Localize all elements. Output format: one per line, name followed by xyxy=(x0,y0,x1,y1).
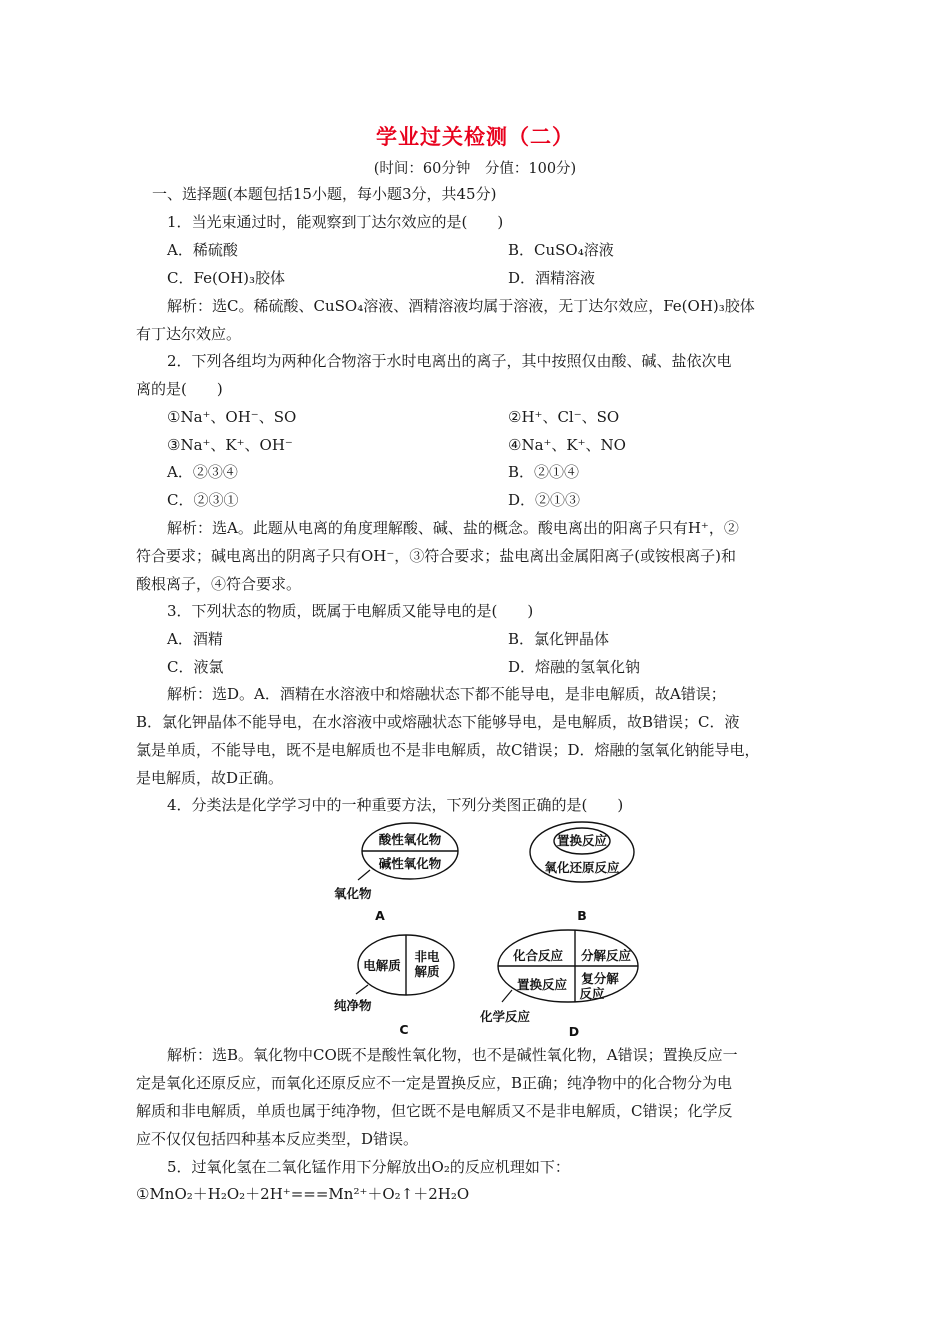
classification-diagrams xyxy=(330,818,660,1040)
q3-option-b: B．氯化钾晶体 xyxy=(508,630,610,648)
diagram-d-br-label-1: 复分解 xyxy=(581,971,619,986)
diagram-c-left-label: 电解质 xyxy=(363,958,401,973)
diagram-d-bl-label: 置换反应 xyxy=(516,977,568,992)
diagram-d-tl-label: 化合反应 xyxy=(512,948,564,963)
diagram-d-letter: D xyxy=(568,1024,580,1039)
q5-equation-1: ①MnO₂＋H₂O₂＋2H⁺===Mn²⁺＋O₂↑＋2H₂O xyxy=(136,1185,470,1203)
diagram-a-bottom-label: 碱性氧化物 xyxy=(378,856,442,871)
q2-option-c: C．②③① xyxy=(167,491,239,509)
diagram-c-right-label-2: 解质 xyxy=(414,964,440,979)
q1-explanation: 解析：选C。稀硫酸、CuSO₄溶液、酒精溶液均属于溶液，无丁达尔效应，Fe(OH)₃胶体 xyxy=(167,297,755,315)
diagram-b xyxy=(530,822,634,923)
q1-option-d: D．酒精溶液 xyxy=(508,269,596,287)
q2-item-4: ④Na⁺、K⁺、NO xyxy=(508,436,626,454)
diagram-b-outer-label: 氧化还原反应 xyxy=(544,860,620,875)
q2-option-a: A．②③④ xyxy=(167,463,238,481)
q2-item-1: ①Na⁺、OH⁻、SO xyxy=(167,408,297,426)
diagram-d-br-label-2: 反应 xyxy=(579,986,605,1001)
q2-explanation: 解析：选A。此题从电离的角度理解酸、碱、盐的概念。酸电离出的阳离子只有H⁺，② xyxy=(167,519,739,537)
diagram-d-tr-label: 分解反应 xyxy=(580,948,632,963)
q4-explanation: 解析：选B。氧化物中CO既不是酸性氧化物，也不是碱性氧化物，A错误；置换反应一 xyxy=(167,1046,738,1064)
q2-stem-cont: 离的是( ) xyxy=(136,380,223,398)
q2-option-d: D．②①③ xyxy=(508,491,581,509)
q2-option-b: B．②①④ xyxy=(508,463,580,481)
diagram-c-letter: C xyxy=(399,1022,409,1037)
diagram-d xyxy=(479,930,638,1039)
q2-item-2: ②H⁺、Cl⁻、SO xyxy=(508,408,620,426)
page-title: 学业过关检测（二） xyxy=(376,125,574,149)
q3-stem: 3．下列状态的物质，既属于电解质又能导电的是( ) xyxy=(167,602,534,620)
q4-stem: 4．分类法是化学学习中的一种重要方法，下列分类图正确的是( ) xyxy=(167,796,624,814)
q2-explanation-cont-2: 酸根离子，④符合要求。 xyxy=(136,575,302,593)
q4-explanation-cont-1: 定是氧化还原反应，而氧化还原反应不一定是置换反应，B正确；纯净物中的化合物分为电 xyxy=(136,1074,733,1092)
q3-explanation-cont-3: 是电解质，故D正确。 xyxy=(136,769,284,787)
q3-option-a: A．酒精 xyxy=(167,630,223,648)
q1-option-c: C．Fe(OH)₃胶体 xyxy=(167,269,286,287)
diagram-c-outer-label: 纯净物 xyxy=(334,998,372,1013)
diagram-a-outer-label: 氧化物 xyxy=(334,886,372,901)
q2-explanation-cont-1: 符合要求；碱电离出的阴离子只有OH⁻，③符合要求；盐电离出金属阳离子(或铵根离子)和 xyxy=(136,547,737,565)
q3-explanation-cont-2: 氯是单质，不能导电，既不是电解质也不是非电解质，故C错误；D．熔融的氢氧化钠能导电， xyxy=(136,741,760,759)
q2-stem: 2．下列各组均为两种化合物溶于水时电离出的离子，其中按照仅由酸、碱、盐依次电 xyxy=(167,352,732,370)
diagram-b-letter: B xyxy=(577,908,587,923)
q1-explanation-cont: 有丁达尔效应。 xyxy=(136,325,242,343)
q5-stem: 5．过氧化氢在二氧化锰作用下分解放出O₂的反应机理如下： xyxy=(167,1158,570,1176)
diagram-b-inner-label: 置换反应 xyxy=(556,833,608,848)
q4-explanation-cont-2: 解质和非电解质，单质也属于纯净物，但它既不是电解质又不是非电解质，C错误；化学反 xyxy=(136,1102,733,1120)
q1-option-a: A．稀硫酸 xyxy=(167,241,238,259)
q3-option-c: C．液氯 xyxy=(167,658,224,676)
section-heading: 一、选择题(本题包括15小题，每小题3分，共45分) xyxy=(152,185,497,203)
diagram-a-letter: A xyxy=(375,908,385,923)
q3-option-d: D．熔融的氢氧化钠 xyxy=(508,658,641,676)
q1-option-b: B．CuSO₄溶液 xyxy=(508,241,614,259)
diagram-d-outer-label: 化学反应 xyxy=(480,1009,531,1024)
q2-item-3: ③Na⁺、K⁺、OH⁻ xyxy=(167,436,293,454)
exam-info: (时间：60分钟 分值：100分) xyxy=(373,161,577,177)
q4-explanation-cont-3: 应不仅仅包括四种基本反应类型，D错误。 xyxy=(136,1130,419,1148)
q3-explanation: 解析：选D。A．酒精在水溶液中和熔融状态下都不能导电，是非电解质，故A错误； xyxy=(167,685,726,703)
q3-explanation-cont-1: B．氯化钾晶体不能导电，在水溶液中或熔融状态下能够导电，是电解质，故B错误；C．液 xyxy=(136,713,740,731)
q1-stem: 1．当光束通过时，能观察到丁达尔效应的是( ) xyxy=(167,213,504,231)
diagram-c xyxy=(334,935,454,1037)
diagram-a xyxy=(334,823,458,923)
diagram-c-right-label-1: 非电 xyxy=(414,949,440,964)
diagram-a-top-label: 酸性氧化物 xyxy=(378,832,442,847)
